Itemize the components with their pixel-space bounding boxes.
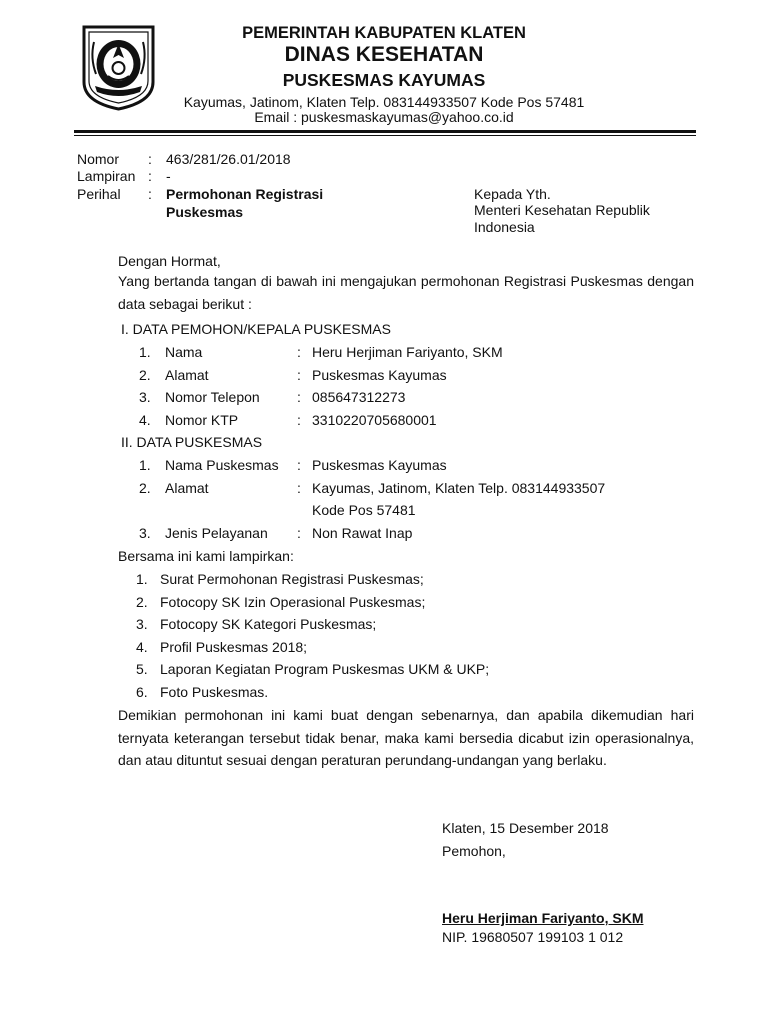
section2-num: 2. [139, 480, 151, 496]
section2-colon: : [297, 525, 301, 541]
attachment-num: 4. [136, 639, 148, 655]
section1-value: 3310220705680001 [312, 412, 437, 428]
perihal-label: Perihal [77, 186, 121, 202]
attachment-num: 3. [136, 616, 148, 632]
attachment-item: Foto Puskesmas. [160, 684, 269, 700]
section1-value: 085647312273 [312, 389, 406, 405]
attachment-item: Surat Permohonan Registrasi Puskesmas; [160, 571, 424, 587]
letterhead-email: Email : puskesmaskayumas@yahoo.co.id [254, 109, 514, 125]
section1-colon: : [297, 389, 301, 405]
section1-label: Nomor KTP [165, 412, 239, 428]
section2-label: Jenis Pelayanan [165, 525, 268, 541]
section2-colon: : [297, 457, 301, 473]
section2-value: Kayumas, Jatinom, Klaten Telp. 083144933507 [312, 480, 606, 496]
section1-label: Nomor Telepon [165, 389, 260, 405]
lampiran-colon: : [148, 168, 152, 184]
attachments-intro: Bersama ini kami lampirkan: [118, 548, 294, 564]
section1-colon: : [297, 344, 301, 360]
section1-value: Heru Herjiman Fariyanto, SKM [312, 344, 503, 360]
section1-num: 2. [139, 367, 151, 383]
signature-role: Pemohon, [442, 843, 506, 859]
section1-value: Puskesmas Kayumas [312, 367, 447, 383]
section2-num: 1. [139, 457, 151, 473]
section1-num: 1. [139, 344, 151, 360]
section1-label: Alamat [165, 367, 209, 383]
attachment-item: Fotocopy SK Kategori Puskesmas; [160, 616, 377, 632]
recipient-line2: Menteri Kesehatan Republik [474, 202, 650, 218]
attachment-num: 5. [136, 661, 148, 677]
perihal-value-line1: Permohonan Registrasi [166, 186, 324, 202]
lampiran-value: - [166, 168, 171, 184]
section1-num: 3. [139, 389, 151, 405]
letterhead-rule-thin [74, 135, 696, 136]
signature-name: Heru Herjiman Fariyanto, SKM [442, 910, 644, 926]
signature-place-date: Klaten, 15 Desember 2018 [442, 820, 609, 836]
perihal-value-line2: Puskesmas [166, 204, 244, 220]
attachment-num: 1. [136, 571, 148, 587]
section1-label: Nama [165, 344, 203, 360]
letterhead-agency: DINAS KESEHATAN [284, 43, 484, 66]
nomor-value: 463/281/26.01/2018 [166, 151, 291, 167]
attachment-item: Laporan Kegiatan Program Puskesmas UKM & UKP; [160, 661, 490, 677]
letterhead-institution: PUSKESMAS KAYUMAS [282, 70, 486, 90]
attachment-item: Fotocopy SK Izin Operasional Puskesmas; [160, 594, 426, 610]
nomor-label: Nomor [77, 151, 120, 167]
section1-colon: : [297, 412, 301, 428]
lampiran-label: Lampiran [77, 168, 136, 184]
signature-nip: NIP. 19680507 199103 1 012 [442, 929, 624, 945]
section2-value: Non Rawat Inap [312, 525, 413, 541]
letterhead-government: PEMERINTAH KABUPATEN KLATEN [242, 24, 526, 42]
section2-num: 3. [139, 525, 151, 541]
section1-colon: : [297, 367, 301, 383]
section2-value-continued: Kode Pos 57481 [312, 502, 416, 518]
section1-title: I. DATA PEMOHON/KEPALA PUSKESMAS [121, 321, 391, 337]
section2-value: Puskesmas Kayumas [312, 457, 447, 473]
section2-title: II. DATA PUSKESMAS [121, 434, 263, 450]
recipient-line3: Indonesia [474, 219, 535, 235]
intro-paragraph: Yang bertanda tangan di bawah ini mengajukan permohonan Registrasi Puskesmas dengan data sebagai berikut : [118, 273, 694, 312]
section1-num: 4. [139, 412, 151, 428]
attachment-num: 2. [136, 594, 148, 610]
letterhead-address: Kayumas, Jatinom, Klaten Telp. 083144933507 Kode Pos 57481 [183, 94, 585, 110]
section2-label: Nama Puskesmas [165, 457, 279, 473]
letterhead-rule [74, 130, 696, 133]
nomor-colon: : [148, 151, 152, 167]
attachment-num: 6. [136, 684, 148, 700]
greeting: Dengan Hormat, [118, 253, 221, 269]
attachment-item: Profil Puskesmas 2018; [160, 639, 308, 655]
closing-paragraph: Demikian permohonan ini kami buat dengan sebenarnya, dan apabila dikemudian hari ternyata keterangan tersebut tidak benar, maka kami bersedia dicabut izin operasionalnya, dan atau dituntut sesuai dengan peraturan perundang-undangan yang berlaku. [118, 707, 694, 768]
section2-label: Alamat [165, 480, 209, 496]
recipient-line1: Kepada Yth. [474, 186, 551, 202]
section2-colon: : [297, 480, 301, 496]
perihal-colon: : [148, 186, 152, 202]
